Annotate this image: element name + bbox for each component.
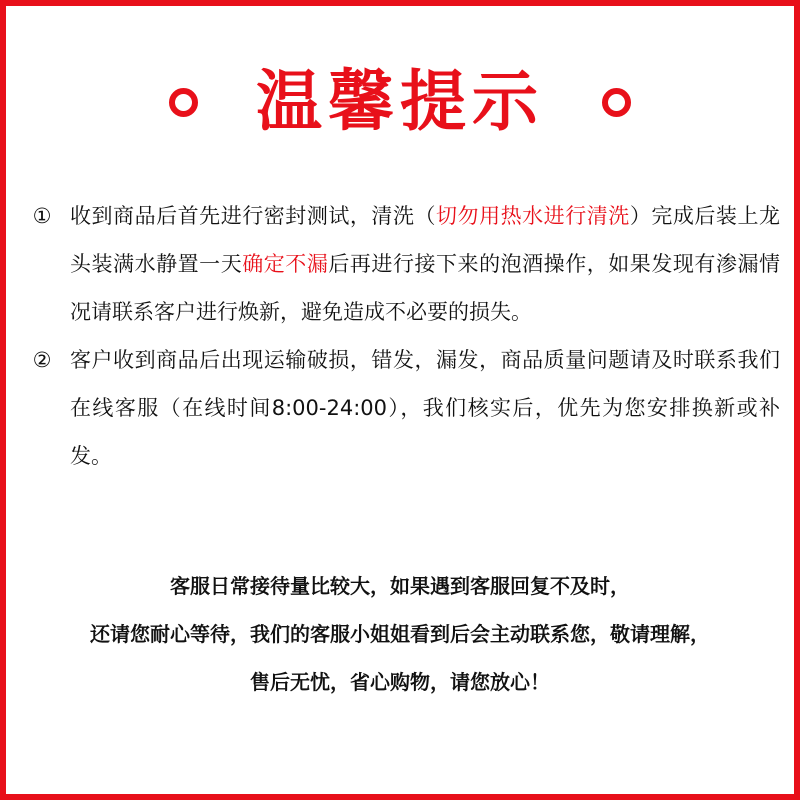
highlight-text: 确定不漏 [242, 252, 329, 276]
item-number: ① [32, 204, 52, 228]
footer-note [6, 562, 794, 706]
item-text: ）完成后装上龙头装满水静置一天 [70, 204, 780, 276]
circle-icon [169, 88, 198, 117]
item-text: 后再进行接下来的泡酒操作，如果发现有渗漏情况请联系客户进行焕新，避免造成不必要的损失。 [70, 252, 780, 324]
notice-list [24, 192, 780, 480]
notice-item [24, 192, 780, 336]
item-number: ② [32, 348, 52, 372]
notice-item [24, 336, 780, 480]
item-text: 客户收到商品后出现运输破损，错发，漏发，商品质量问题请及时联系我们在线客服（在线时间8:00-24:00），我们核实后，优先为您安排换新或补发。 [70, 348, 780, 468]
circle-icon [602, 88, 631, 117]
footer-line: 还请您耐心等待，我们的客服小姐姐看到后会主动联系您，敬请理解， [90, 622, 710, 646]
item-text: 收到商品后首先进行密封测试，清洗（ [70, 204, 437, 228]
footer-line: 客服日常接待量比较大，如果遇到客服回复不及时， [170, 574, 630, 598]
page-title: 温馨提示 [256, 63, 544, 140]
footer-line: 售后无忧，省心购物，请您放心！ [250, 670, 550, 694]
highlight-text: 切勿用热水进行清洗 [436, 204, 630, 228]
title-row [6, 52, 794, 152]
